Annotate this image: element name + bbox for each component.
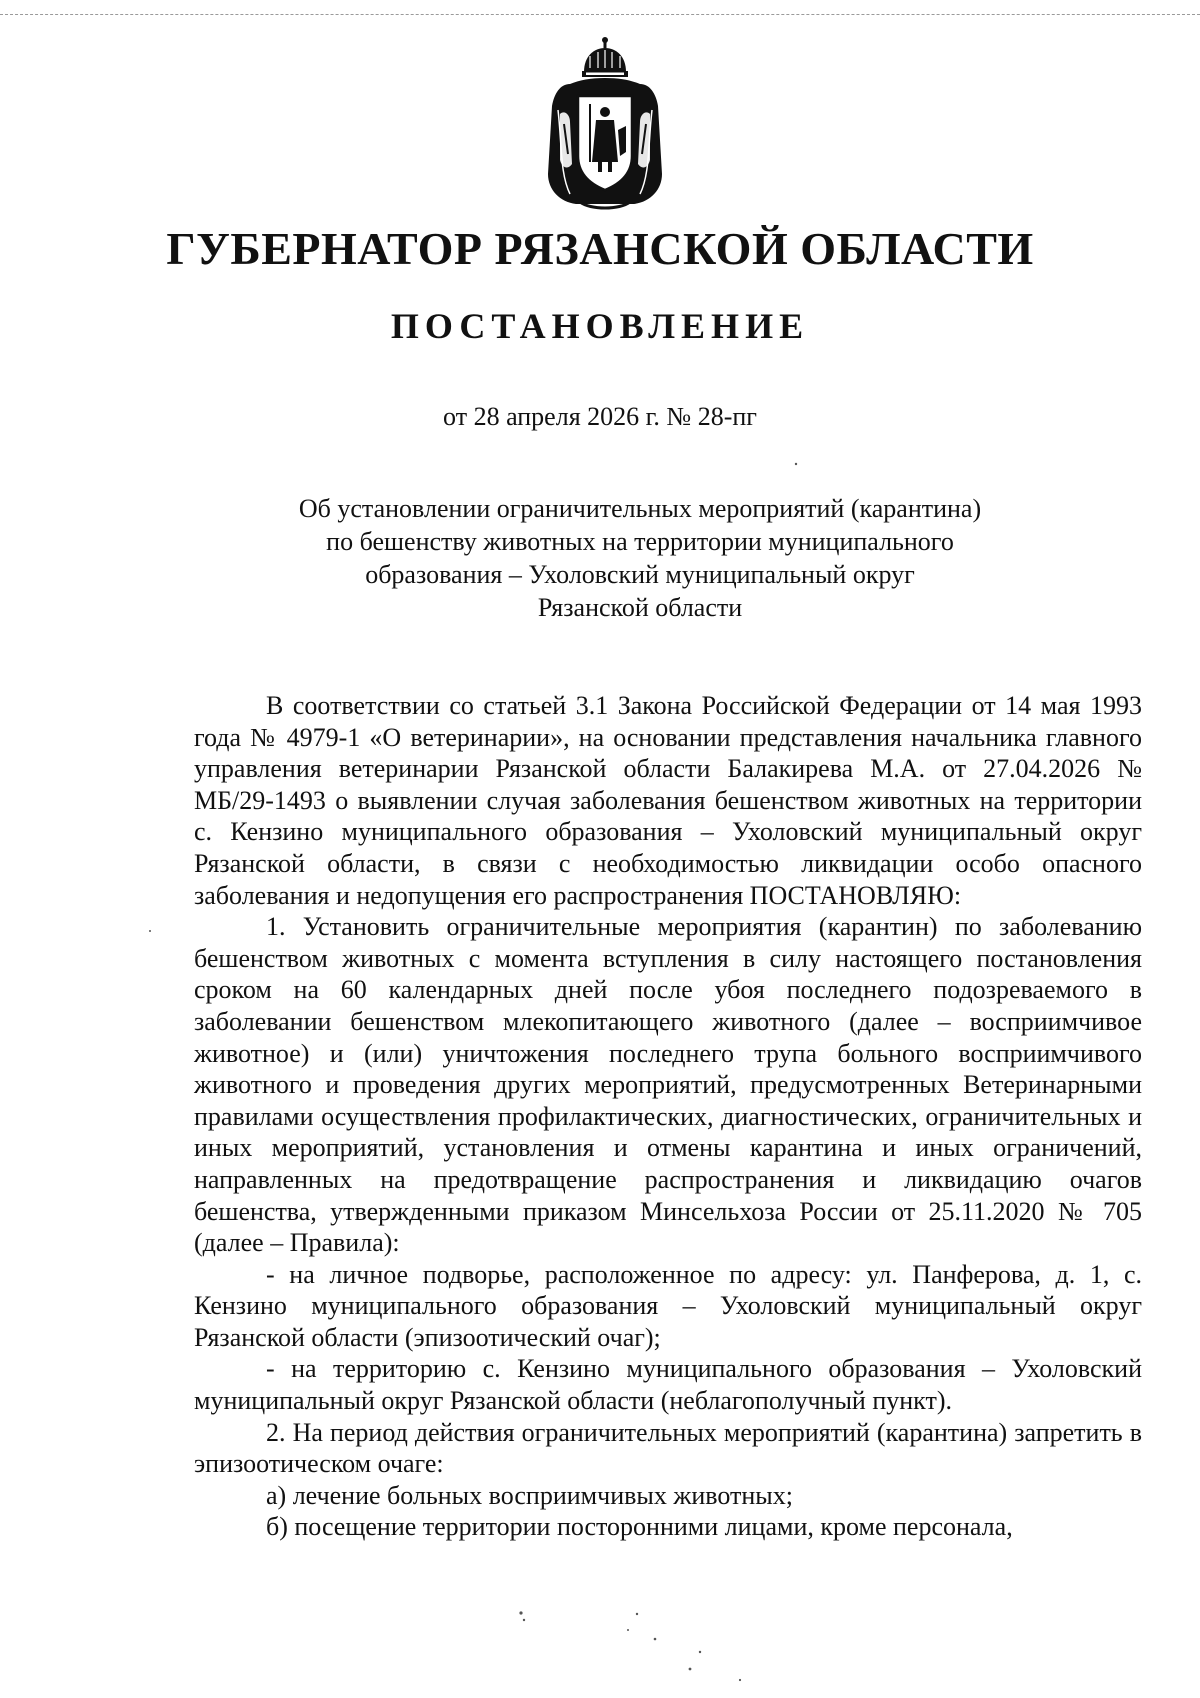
clause-2-item-a: а) лечение больных восприимчивых животных;: [266, 1480, 793, 1510]
clause-1-paragraph: 1. Установить ограничительные мероприятия (карантин) по заболеванию бешенством животных с момента вступления в силу настоящего постановления сроком на 60 календарных дней после убоя последнего подозреваемого в заболевании бешенством млекопитающего животного (далее – восприимчивое животное) и (или) уничтожения последнего трупа больного восприимчивого животного и проведения других мероприятий, предусмотренных Ветеринарными правилами осуществления профилактических, диагностических, ограничительных и иных мероприятий, установления и отмены карантина и иных ограничений, направленных на предотвращение распространения и ликвидацию очагов бешенства, утвержденными приказом Минсельхоза России от 25.11.2020 № 705 (далее – Правила):: [194, 912, 1142, 1258]
document-body: [194, 690, 1142, 1543]
document-subject: [290, 492, 990, 624]
clause-2-item-b: б) посещение территории посторонними лицами, кроме персонала,: [266, 1512, 1013, 1542]
subject-line: Рязанской области: [537, 593, 743, 622]
document-type-title: ПОСТАНОВЛЕНИЕ: [390, 306, 810, 346]
subject-line: по бешенству животных на территории муниципального: [326, 527, 954, 556]
top-border-rule: [0, 14, 1200, 15]
subject-line: образования – Ухоловский муниципальный округ: [365, 560, 915, 589]
clause-2-paragraph: 2. На период действия ограничительных мероприятий (карантина) запретить в эпизоотическом очаге:: [194, 1417, 1142, 1479]
subject-line: Об установлении ограничительных мероприятий (карантина): [298, 494, 982, 523]
preamble-paragraph: В соответствии со статьей 3.1 Закона Российской Федерации от 14 мая 1993 года № 4979-1 «О ветеринарии», на основании представления начальника главного управления ветеринарии Рязанской области Балакирева М.А. от 27.04.2026 № МБ/29-1493 о выявлении случая заболевания бешенством животных на территории с. Кензино муниципального образования – Ухоловский муниципальный округ Рязанской области, в связи с необходимостью ликвидации особо опасного заболевания и недопущения его распространения ПОСТАНОВЛЯЮ:: [194, 691, 1142, 910]
governor-title: ГУБЕРНАТОР РЯЗАНСКОЙ ОБЛАСТИ: [166, 223, 1034, 274]
crown-icon: [582, 37, 628, 77]
clause-1-item-unfavorable-point: - на территорию с. Кензино муниципального образования – Ухоловский муниципальный округ Рязанской области (неблагополучный пункт).: [194, 1354, 1142, 1416]
coat-of-arms-emblem: [540, 34, 670, 216]
document-date-number: от 28 апреля 2026 г. № 28-пг: [443, 402, 757, 431]
clause-1-item-epizootic-focus: - на личное подворье, расположенное по адресу: ул. Панферова, д. 1, с. Кензино муниципального образования – Ухоловский муниципальный округ Рязанской области (эпизоотический очаг);: [194, 1259, 1142, 1352]
